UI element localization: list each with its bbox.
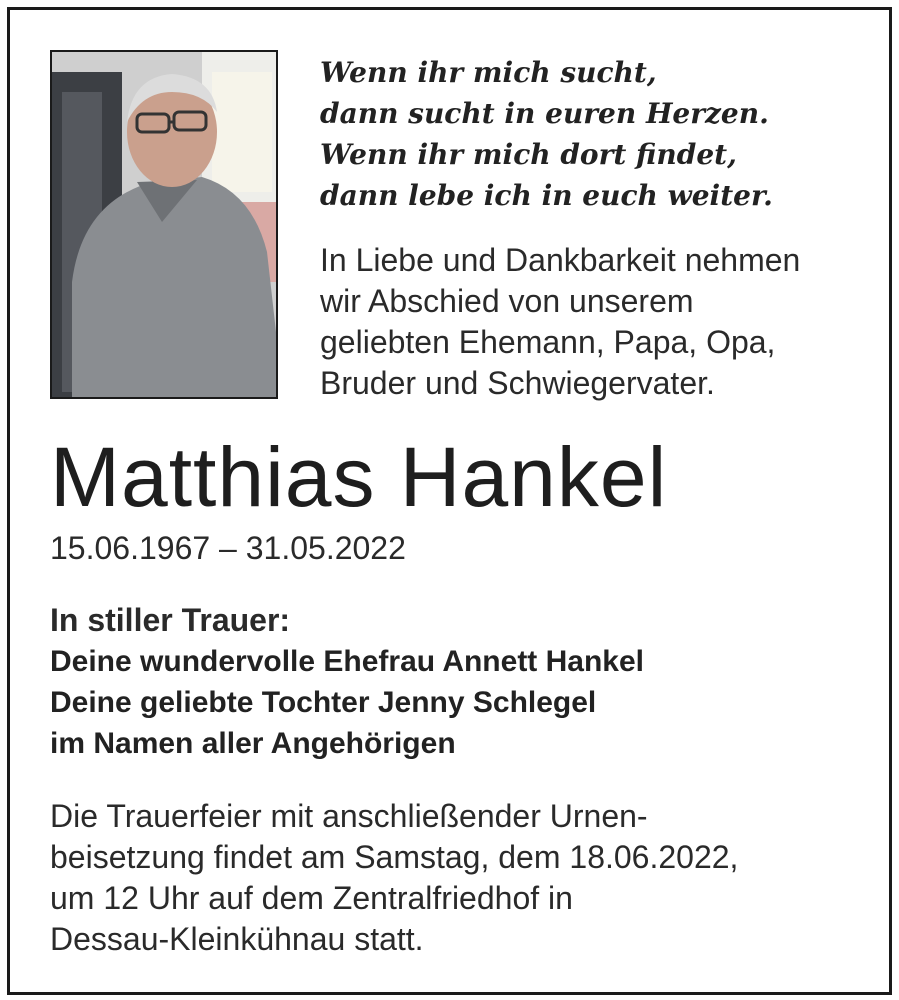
intro-text [320,240,800,404]
mourners-block [50,600,644,764]
mourners-label: In stiller Trauer: [50,602,291,638]
mourner-line: Deine wundervolle Ehefrau Annett Hankel [50,645,645,678]
mourner-line: im Namen aller Angehörigen [50,727,456,760]
intro-line: wir Abschied von unserem [320,283,694,319]
life-dates: 15.06.1967 – 31.05.2022 [50,530,406,566]
intro-line: geliebten Ehemann, Papa, Opa, [320,324,776,360]
poem-line: dann lebe ich in euch weiter. [320,179,773,212]
service-line: beisetzung findet am Samstag, dem 18.06.2022, [50,839,739,875]
poem-line: Wenn ihr mich sucht, [320,56,657,89]
service-line: Die Trauerfeier mit anschließender Urnen- [50,798,648,834]
mourner-line: Deine geliebte Tochter Jenny Schlegel [50,686,597,719]
poem-line: dann sucht in euren Herzen. [320,97,769,130]
poem-verse [320,52,773,216]
funeral-service-info [50,796,738,960]
service-line: um 12 Uhr auf dem Zentralfriedhof in [50,880,573,916]
intro-line: Bruder und Schwiegervater. [320,365,715,401]
portrait-image [52,52,276,397]
poem-line: Wenn ihr mich dort findet, [320,138,737,171]
intro-line: In Liebe und Dankbarkeit nehmen [320,242,801,278]
portrait-photo [50,50,278,399]
deceased-name: Matthias Hankel [50,430,668,524]
service-line: Dessau-Kleinkühnau statt. [50,921,424,957]
